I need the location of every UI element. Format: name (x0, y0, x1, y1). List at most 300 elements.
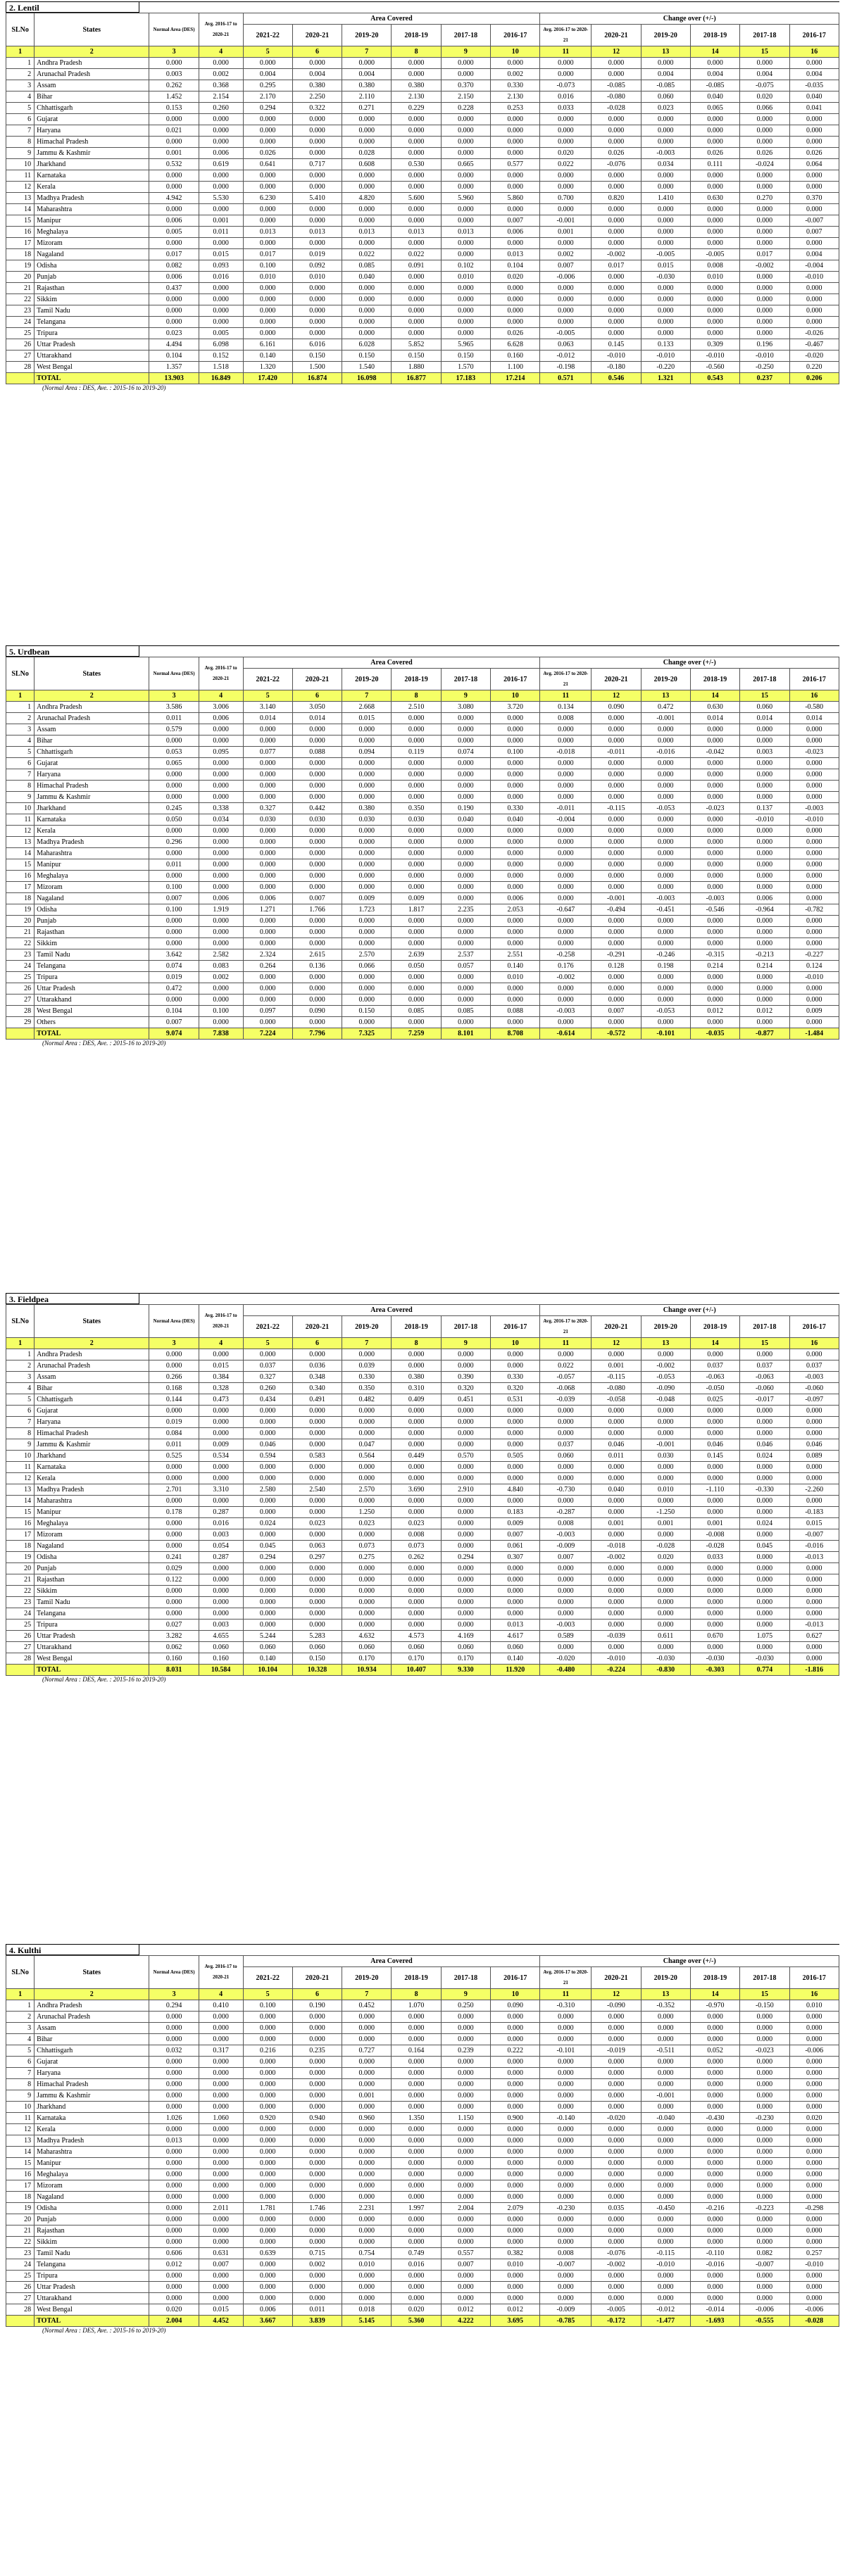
row-state-name: West Bengal (35, 1006, 149, 1017)
row-value: 0.000 (392, 2237, 441, 2248)
row-value: 0.727 (342, 2045, 392, 2057)
header-year-area: 2020-21 (292, 25, 342, 46)
row-value: 0.000 (592, 2023, 641, 2034)
row-value: 0.000 (740, 1017, 789, 1028)
row-value: -0.002 (641, 1360, 690, 1372)
row-state-name: Punjab (35, 272, 149, 283)
row-value: 0.000 (740, 1507, 789, 1518)
row-value: 0.000 (789, 871, 839, 882)
row-value: 0.000 (789, 1608, 839, 1620)
row-value: 0.000 (491, 871, 540, 882)
row-value: 0.000 (592, 2124, 641, 2135)
row-value: 0.000 (592, 769, 641, 781)
row-value: 3.006 (199, 702, 243, 713)
row-value: 0.013 (491, 249, 540, 260)
row-value: 0.027 (149, 1620, 199, 1631)
row-value: 0.000 (342, 781, 392, 792)
table-row (6, 927, 839, 938)
row-value: 0.023 (392, 1518, 441, 1529)
row-value: 0.000 (441, 983, 490, 995)
row-value: 0.000 (641, 2169, 690, 2180)
row-value: 0.000 (199, 826, 243, 837)
table-row (6, 961, 839, 972)
row-state-name: Tripura (35, 328, 149, 339)
row-value: 0.000 (592, 713, 641, 724)
row-value: 0.015 (789, 1518, 839, 1529)
header-year-area: 2018-19 (392, 1316, 441, 1338)
row-value: 0.594 (243, 1451, 292, 1462)
column-number: 15 (740, 1989, 789, 2000)
row-value: -0.003 (540, 1006, 592, 1017)
row-value: 0.000 (690, 2068, 739, 2079)
column-number: 8 (392, 46, 441, 58)
row-value: 0.000 (199, 2023, 243, 2034)
row-state-name: Tamil Nadu (35, 949, 149, 961)
row-value: 0.000 (199, 2068, 243, 2079)
table-row (6, 2248, 839, 2259)
row-value: 0.004 (789, 69, 839, 80)
row-slno: 5 (6, 103, 35, 114)
row-value: 0.000 (789, 2102, 839, 2113)
column-number: 1 (6, 1338, 35, 1349)
row-value: 0.000 (243, 758, 292, 769)
row-value: 0.000 (491, 1496, 540, 1507)
row-value: 2.079 (491, 2203, 540, 2214)
row-value: 0.000 (540, 848, 592, 859)
row-value: -0.004 (789, 260, 839, 272)
row-value: 0.002 (491, 69, 540, 80)
row-value: 0.409 (392, 1394, 441, 1406)
row-value: 0.090 (292, 1006, 342, 1017)
header-slno: SLNo (6, 1305, 35, 1338)
row-slno: 16 (6, 871, 35, 882)
row-value: 0.000 (199, 2034, 243, 2045)
row-value: 0.000 (592, 69, 641, 80)
row-slno: 24 (6, 2259, 35, 2271)
table-row (6, 2237, 839, 2248)
row-value: 0.000 (690, 137, 739, 148)
row-state-name: Manipur (35, 215, 149, 227)
row-value: 0.013 (441, 227, 490, 238)
row-value: 2.235 (441, 904, 490, 916)
row-value: 2.570 (342, 949, 392, 961)
row-value: 0.000 (392, 1406, 441, 1417)
row-value: -0.057 (540, 1372, 592, 1383)
row-value: -0.005 (540, 328, 592, 339)
header-year-area: 2021-22 (243, 669, 292, 690)
row-value: 0.320 (441, 1383, 490, 1394)
row-value: 0.000 (441, 927, 490, 938)
row-value: 0.060 (243, 1642, 292, 1653)
row-state-name: Haryana (35, 125, 149, 137)
row-value: 0.000 (740, 294, 789, 305)
row-value: 0.000 (292, 2158, 342, 2169)
row-value: 0.017 (149, 249, 199, 260)
row-value: 0.000 (592, 2079, 641, 2090)
row-value: 0.000 (149, 2068, 199, 2079)
row-value: 0.000 (491, 735, 540, 747)
row-value: 0.006 (491, 227, 540, 238)
row-value: 0.000 (491, 938, 540, 949)
row-value: 0.000 (441, 2147, 490, 2158)
row-value: 0.000 (342, 58, 392, 69)
total-value: 0.206 (789, 373, 839, 384)
header-year-area: 2017-18 (441, 669, 490, 690)
row-slno: 11 (6, 1462, 35, 1473)
row-value: 2.130 (491, 91, 540, 103)
row-value: 0.000 (491, 1406, 540, 1417)
row-state-name: Haryana (35, 2068, 149, 2079)
row-value: 0.000 (789, 2293, 839, 2304)
row-value: 3.586 (149, 702, 199, 713)
row-value: 0.000 (540, 938, 592, 949)
row-value: 0.000 (149, 1608, 199, 1620)
row-value: -0.063 (690, 1372, 739, 1383)
row-value: -0.039 (592, 1631, 641, 1642)
row-value: 0.257 (789, 2248, 839, 2259)
row-value: 0.000 (540, 2158, 592, 2169)
table-row (6, 2225, 839, 2237)
table-row (6, 227, 839, 238)
row-value: 4.573 (392, 1631, 441, 1642)
source-note: (Normal Area : DES, Ave. : 2015-16 to 2019-20) (42, 2327, 166, 2334)
row-value: -0.223 (740, 2203, 789, 2214)
column-number: 15 (740, 46, 789, 58)
row-value: 0.095 (199, 747, 243, 758)
row-slno: 7 (6, 2068, 35, 2079)
row-value: 0.270 (740, 193, 789, 204)
row-slno: 13 (6, 193, 35, 204)
row-value: 0.033 (540, 103, 592, 114)
table-row (6, 1406, 839, 1417)
row-value: 0.000 (592, 2102, 641, 2113)
table-row (6, 2259, 839, 2271)
row-value: 0.104 (491, 260, 540, 272)
column-number: 10 (491, 1338, 540, 1349)
row-value: -0.291 (592, 949, 641, 961)
row-state-name: West Bengal (35, 1653, 149, 1665)
row-value: 0.000 (740, 204, 789, 215)
row-value: 0.119 (392, 747, 441, 758)
row-value: 0.152 (199, 351, 243, 362)
row-value: 0.000 (789, 2180, 839, 2192)
total-value: 0.237 (740, 373, 789, 384)
row-value: 0.000 (441, 1586, 490, 1597)
row-value: 0.040 (441, 814, 490, 826)
row-value: 0.000 (243, 995, 292, 1006)
row-value: 0.000 (149, 792, 199, 803)
row-value: 0.000 (641, 1349, 690, 1360)
row-value: 0.000 (392, 238, 441, 249)
total-value: -0.555 (740, 2316, 789, 2327)
row-value: 0.000 (690, 2147, 739, 2158)
row-value: 0.000 (243, 735, 292, 747)
row-value: 0.000 (441, 317, 490, 328)
row-value: 0.104 (149, 351, 199, 362)
row-value: 0.482 (342, 1394, 392, 1406)
row-value: 0.000 (149, 1406, 199, 1417)
row-value: 0.000 (292, 2237, 342, 2248)
row-value: 0.000 (292, 1586, 342, 1597)
row-value: 0.000 (441, 1597, 490, 1608)
row-value: 0.000 (149, 2271, 199, 2282)
total-value: -0.224 (592, 1665, 641, 1676)
header-slno: SLNo (6, 657, 35, 690)
header-row-group (6, 13, 839, 25)
row-value: 0.000 (292, 2079, 342, 2090)
row-value: 0.052 (690, 2045, 739, 2057)
table-row (6, 769, 839, 781)
row-value: 0.000 (342, 1496, 392, 1507)
column-number: 1 (6, 46, 35, 58)
row-value: 0.000 (392, 1620, 441, 1631)
row-value: 0.024 (243, 1518, 292, 1529)
row-value: 0.100 (491, 747, 540, 758)
row-value: -0.001 (540, 215, 592, 227)
header-year-change: 2019-20 (641, 1967, 690, 1989)
table-row (6, 1552, 839, 1563)
row-value: 0.000 (491, 2102, 540, 2113)
row-value: 0.168 (149, 1383, 199, 1394)
total-label: TOTAL (35, 373, 149, 384)
row-value: 0.000 (392, 2282, 441, 2293)
row-value: 0.000 (149, 769, 199, 781)
row-value: 0.145 (592, 339, 641, 351)
row-value: -0.050 (690, 1383, 739, 1394)
row-value: 1.026 (149, 2113, 199, 2124)
row-value: 0.000 (491, 317, 540, 328)
row-value: 0.000 (342, 2192, 392, 2203)
row-value: 0.000 (740, 871, 789, 882)
row-value: 0.000 (199, 2214, 243, 2225)
row-state-name: Rajasthan (35, 2225, 149, 2237)
row-value: 0.000 (690, 2180, 739, 2192)
row-value: 0.000 (292, 882, 342, 893)
row-value: 0.000 (199, 1017, 243, 1028)
row-slno: 8 (6, 137, 35, 148)
row-slno: 17 (6, 2180, 35, 2192)
row-value: 0.000 (441, 893, 490, 904)
row-value: 0.009 (199, 1439, 243, 1451)
row-value: 0.000 (199, 882, 243, 893)
row-value: 0.000 (540, 1586, 592, 1597)
row-value: 0.013 (491, 1620, 540, 1631)
row-value: 0.000 (491, 1462, 540, 1473)
row-value: 0.000 (392, 1473, 441, 1484)
row-value: 0.088 (491, 1006, 540, 1017)
row-value: 0.000 (690, 2214, 739, 2225)
row-value: 0.008 (540, 713, 592, 724)
row-value: 0.000 (441, 995, 490, 1006)
row-slno: 25 (6, 328, 35, 339)
row-value: 0.749 (392, 2248, 441, 2259)
column-number-row (6, 690, 839, 702)
row-value: 0.000 (199, 1597, 243, 1608)
row-value: 0.014 (292, 713, 342, 724)
row-state-name: Uttarakhand (35, 995, 149, 1006)
row-value: 0.000 (540, 2225, 592, 2237)
row-value: 0.000 (243, 294, 292, 305)
row-value: 0.000 (592, 125, 641, 137)
row-value: 0.000 (392, 1586, 441, 1597)
row-value: 0.000 (641, 1597, 690, 1608)
row-value: 0.000 (441, 1541, 490, 1552)
row-value: 0.000 (540, 1417, 592, 1428)
row-value: 0.754 (342, 2248, 392, 2259)
row-value: 0.000 (740, 283, 789, 294)
row-value: 0.000 (392, 2102, 441, 2113)
row-value: 0.000 (740, 724, 789, 735)
column-number: 14 (690, 46, 739, 58)
row-value: -0.018 (540, 747, 592, 758)
row-value: 0.000 (690, 769, 739, 781)
row-value: 0.000 (292, 1507, 342, 1518)
header-avg: Avg. 2016-17 to 2020-21 (199, 657, 243, 690)
row-value: 0.000 (199, 781, 243, 792)
row-value: 0.000 (491, 2214, 540, 2225)
row-value: 0.000 (641, 2034, 690, 2045)
row-value: 1.150 (441, 2113, 490, 2124)
row-state-name: Jammu & Kashmir (35, 1439, 149, 1451)
column-number: 3 (149, 1989, 199, 2000)
row-value: 0.000 (592, 781, 641, 792)
row-value: 0.000 (199, 2192, 243, 2203)
header-normal-area: Normal Area (DES) (149, 657, 199, 690)
table-row (6, 1006, 839, 1017)
row-value: 0.000 (149, 305, 199, 317)
column-number: 13 (641, 46, 690, 58)
row-value: 0.019 (149, 1417, 199, 1428)
row-value: 0.000 (392, 995, 441, 1006)
row-value: 0.000 (690, 170, 739, 182)
table-row (6, 182, 839, 193)
row-value: 0.000 (392, 283, 441, 294)
row-value: 0.330 (491, 80, 540, 91)
row-value: 0.000 (199, 238, 243, 249)
row-value: 0.000 (342, 1406, 392, 1417)
row-state-name: Andhra Pradesh (35, 2000, 149, 2012)
row-value: 2.231 (342, 2203, 392, 2214)
row-value: -0.315 (690, 949, 739, 961)
row-value: 0.000 (292, 995, 342, 1006)
row-value: 0.000 (441, 735, 490, 747)
row-value: 0.000 (641, 2079, 690, 2090)
row-value: 0.000 (199, 2124, 243, 2135)
row-value: 0.000 (149, 2214, 199, 2225)
table-row (6, 2304, 839, 2316)
row-value: 0.000 (243, 859, 292, 871)
row-value: 0.000 (342, 972, 392, 983)
row-value: 0.000 (641, 2147, 690, 2158)
row-value: 0.000 (740, 2147, 789, 2158)
header-year-change: 2020-21 (592, 669, 641, 690)
row-value: 0.000 (292, 58, 342, 69)
row-value: 0.000 (491, 983, 540, 995)
row-value: 0.000 (441, 1529, 490, 1541)
row-value: 2.570 (342, 1484, 392, 1496)
row-value: 0.472 (149, 983, 199, 995)
row-value: 0.083 (199, 961, 243, 972)
row-value: 0.000 (592, 2057, 641, 2068)
row-slno: 21 (6, 283, 35, 294)
row-slno: 22 (6, 938, 35, 949)
row-value: 0.160 (491, 351, 540, 362)
row-value: 0.000 (392, 1428, 441, 1439)
row-value: 3.080 (441, 702, 490, 713)
row-value: 0.030 (641, 1451, 690, 1462)
row-value: 0.294 (149, 2000, 199, 2012)
row-value: 0.000 (199, 2090, 243, 2102)
table-row (6, 1439, 839, 1451)
row-value: 0.196 (740, 339, 789, 351)
row-value: 0.000 (690, 2079, 739, 2090)
row-value: 0.000 (540, 758, 592, 769)
row-value: 0.000 (149, 2158, 199, 2169)
total-row (6, 2316, 839, 2327)
table-row (6, 1496, 839, 1507)
table-row (6, 2271, 839, 2282)
row-value: 0.057 (441, 961, 490, 972)
row-value: 0.000 (243, 916, 292, 927)
row-value: -0.019 (592, 2045, 641, 2057)
row-value: 5.852 (392, 339, 441, 351)
row-value: 0.000 (789, 204, 839, 215)
total-value: -0.572 (592, 1028, 641, 1040)
row-value: 0.370 (789, 193, 839, 204)
row-value: 0.000 (540, 238, 592, 249)
header-states: States (35, 1305, 149, 1338)
row-value: 0.000 (690, 305, 739, 317)
row-value: -0.011 (540, 803, 592, 814)
row-value: 0.014 (789, 713, 839, 724)
row-value: -0.009 (540, 1541, 592, 1552)
row-value: 0.000 (342, 995, 392, 1006)
row-value: 0.000 (149, 1518, 199, 1529)
row-value: 0.000 (392, 114, 441, 125)
row-value: 0.000 (789, 283, 839, 294)
row-slno: 2 (6, 2012, 35, 2023)
row-value: 0.094 (342, 747, 392, 758)
row-value: 0.063 (540, 339, 592, 351)
row-value: 0.176 (540, 961, 592, 972)
row-state-name: Assam (35, 724, 149, 735)
row-value: 0.000 (149, 1496, 199, 1507)
header-year-change: 2016-17 (789, 25, 839, 46)
row-value: -0.250 (740, 362, 789, 373)
row-value: 0.000 (789, 2068, 839, 2079)
row-value: 0.000 (540, 2124, 592, 2135)
row-value: 0.000 (491, 916, 540, 927)
column-number-row (6, 1338, 839, 1349)
row-value: 0.000 (243, 137, 292, 148)
row-value: 0.000 (690, 848, 739, 859)
total-value: 0.774 (740, 1665, 789, 1676)
row-value: 0.000 (292, 125, 342, 137)
row-slno: 18 (6, 1541, 35, 1552)
row-value: 0.250 (441, 2000, 490, 2012)
row-value: 0.000 (243, 1017, 292, 1028)
row-value: -0.227 (789, 949, 839, 961)
row-value: 0.000 (342, 215, 392, 227)
table-row (6, 1631, 839, 1642)
row-value: 0.214 (690, 961, 739, 972)
row-value: -0.150 (740, 2000, 789, 2012)
row-value: 0.000 (392, 182, 441, 193)
row-value: 0.000 (441, 792, 490, 803)
row-value: 0.037 (243, 1360, 292, 1372)
title-rule (139, 1293, 839, 1305)
row-value: 0.000 (789, 859, 839, 871)
